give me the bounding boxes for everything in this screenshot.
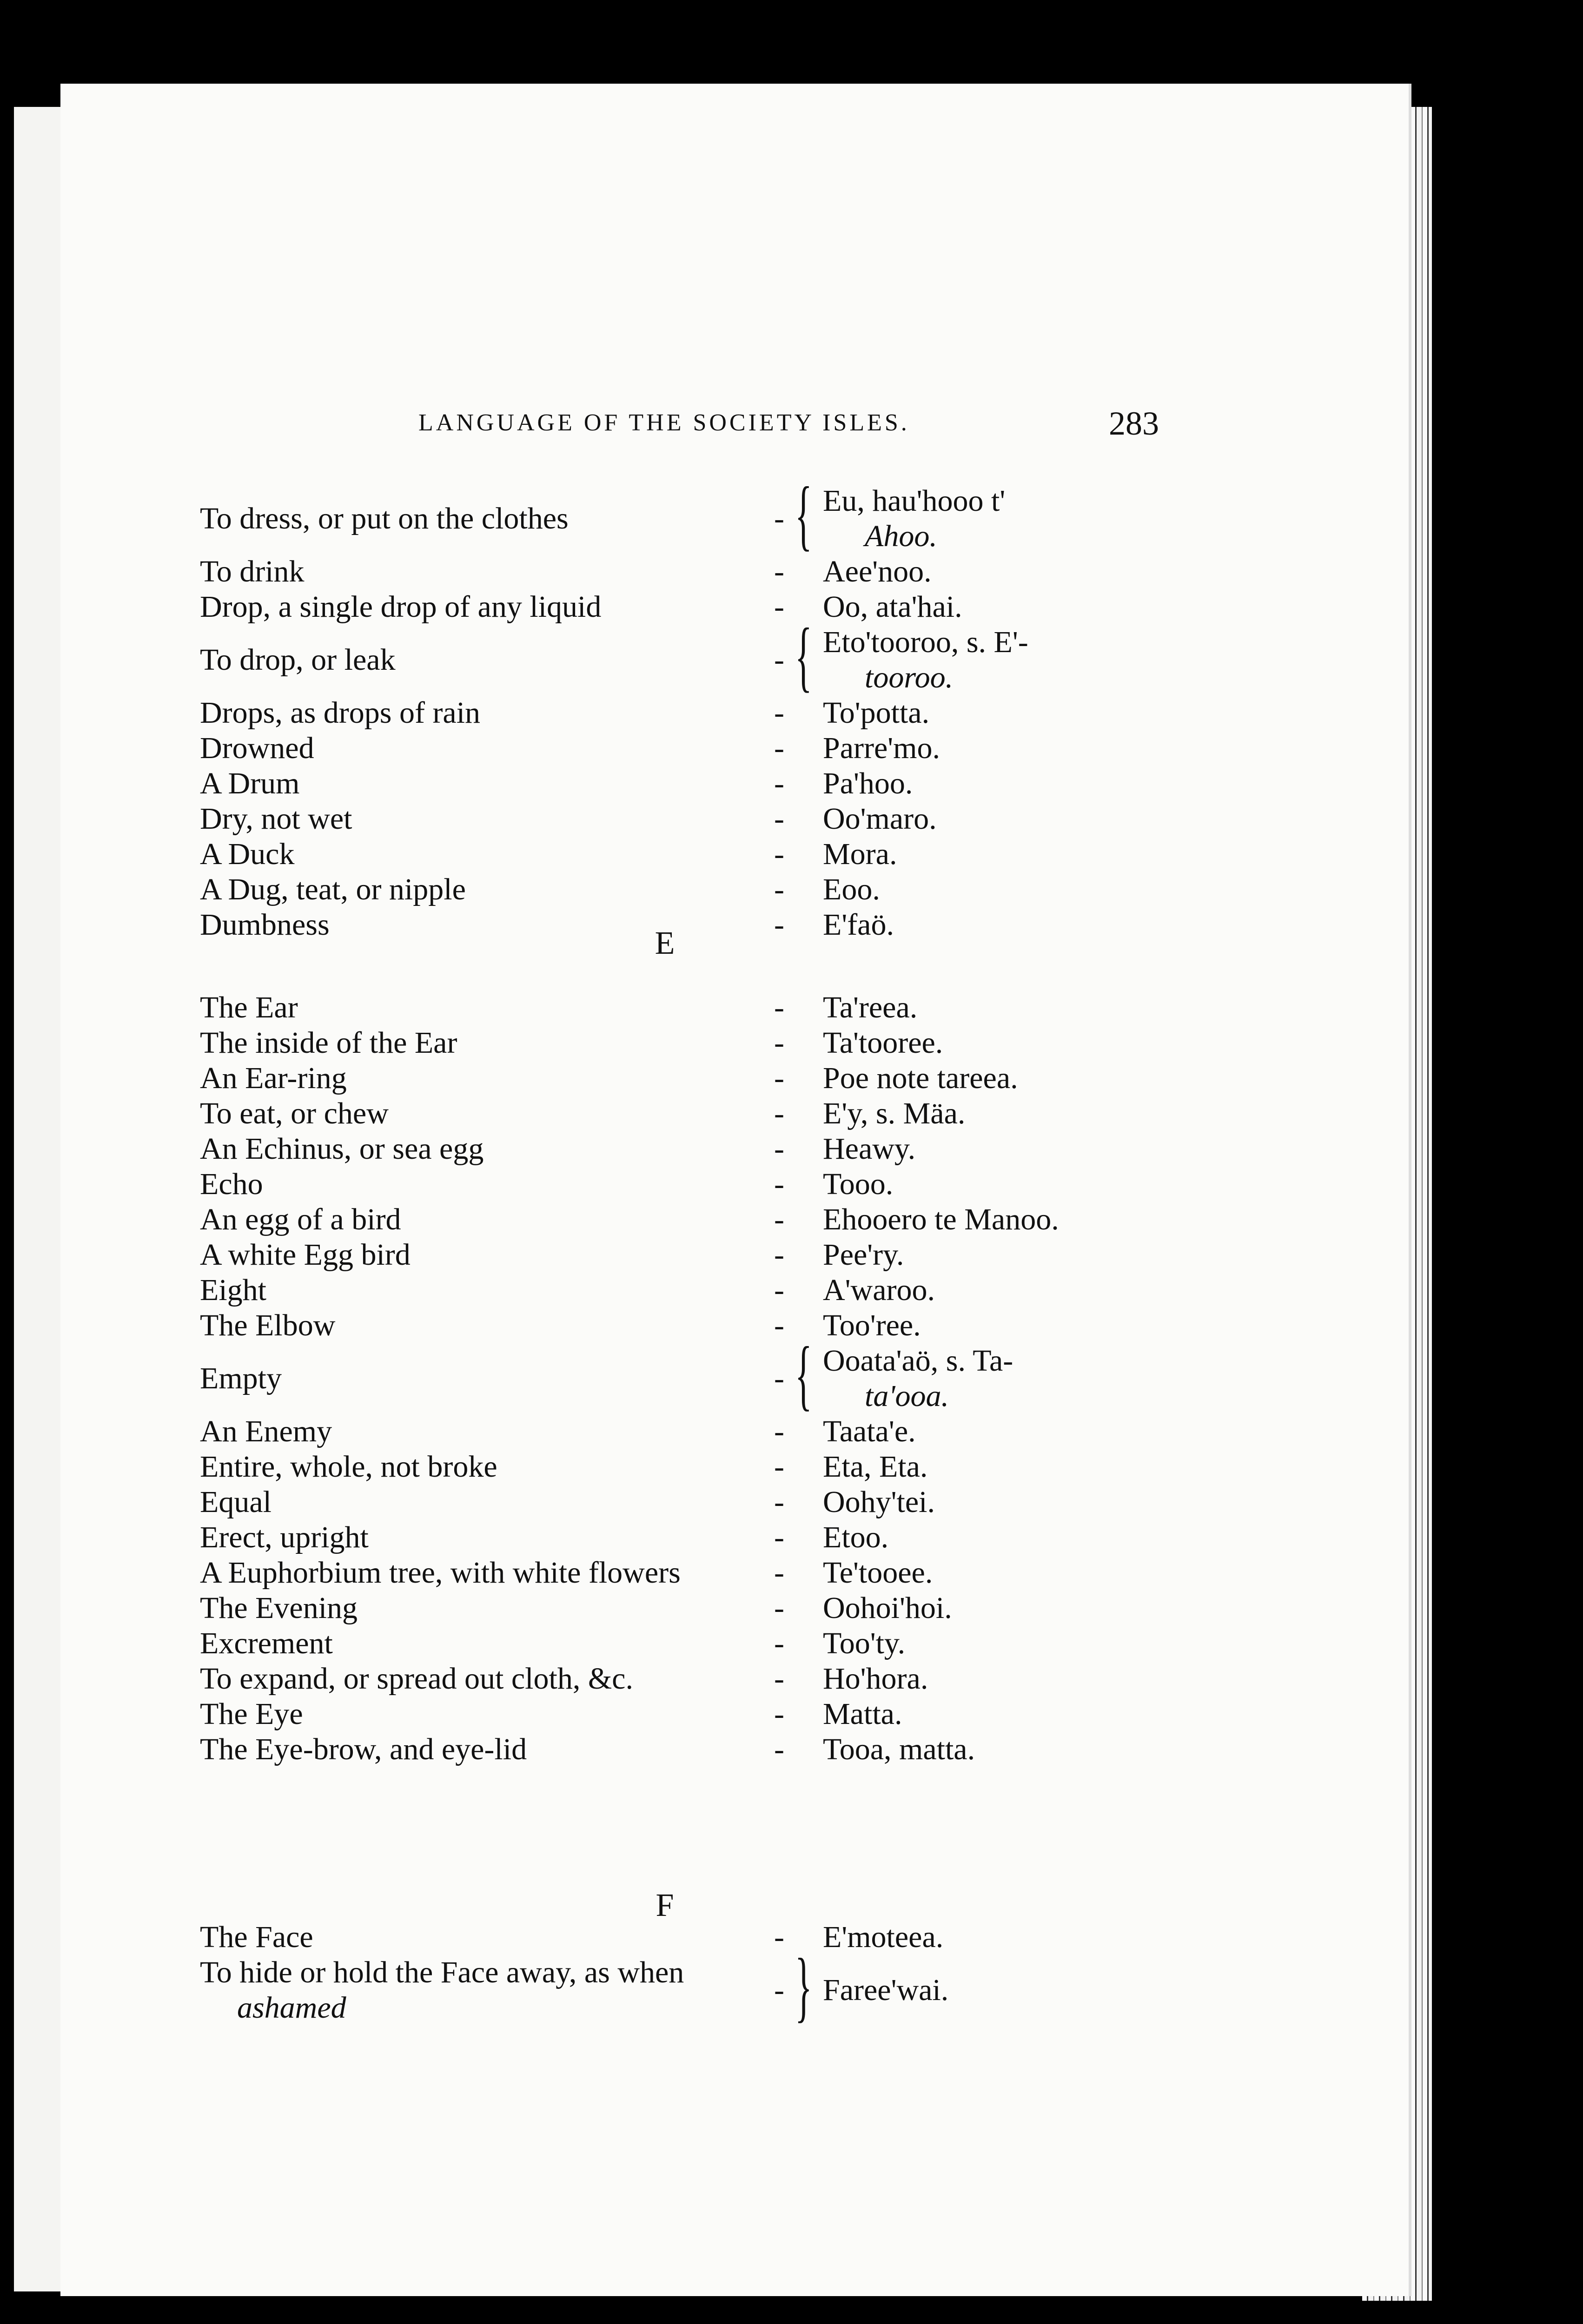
- leader-dash: -: [774, 1096, 784, 1130]
- tahitian-term: Te'tooee.: [823, 1556, 933, 1590]
- english-term: Excrement: [200, 1626, 333, 1660]
- leader-dash: -: [774, 1273, 784, 1307]
- english-term: To hide or hold the Face away, as when: [200, 1955, 684, 1989]
- tahitian-term: Taata'e.: [823, 1414, 916, 1448]
- tahitian-term: Ta'reea.: [823, 990, 918, 1024]
- tahitian-term: Heawy.: [823, 1132, 916, 1166]
- leader-dash: -: [774, 1026, 784, 1060]
- english-term: The Evening: [200, 1591, 358, 1625]
- tahitian-term: Eu, hau'hooo t': [823, 484, 1006, 518]
- english-term: To dress, or put on the clothes: [200, 502, 569, 535]
- tahitian-term-continued: ta'ooa.: [865, 1379, 949, 1413]
- leader-dash: -: [774, 1626, 784, 1660]
- english-term: Echo: [200, 1167, 263, 1201]
- leader-dash: -: [774, 643, 784, 677]
- leader-dash: -: [774, 1556, 784, 1590]
- english-term: Empty: [200, 1361, 282, 1395]
- english-term: To expand, or spread out cloth, &c.: [200, 1662, 633, 1696]
- tahitian-term: Parre'mo.: [823, 731, 940, 765]
- tahitian-term: E'faö.: [823, 908, 894, 942]
- leader-dash: -: [774, 802, 784, 836]
- english-term: Drop, a single drop of any liquid: [200, 590, 602, 624]
- tahitian-term: Eoo.: [823, 872, 880, 906]
- leader-dash: -: [774, 1520, 784, 1554]
- leader-dash: -: [774, 1450, 784, 1484]
- tahitian-term: Ta'tooree.: [823, 1026, 943, 1060]
- leader-dash: -: [774, 1132, 784, 1166]
- english-term: An Ear-ring: [200, 1061, 347, 1095]
- english-term: Dumbness: [200, 908, 330, 942]
- english-term: A Drum: [200, 766, 300, 800]
- tahitian-term: Oohy'tei.: [823, 1485, 935, 1519]
- brace: {: [795, 471, 812, 558]
- brace: {: [795, 612, 812, 700]
- brace: }: [795, 1942, 812, 2030]
- tahitian-term: Eta, Eta.: [823, 1450, 928, 1484]
- leader-dash: -: [774, 1662, 784, 1696]
- tahitian-term-continued: tooroo.: [865, 660, 954, 694]
- tahitian-term: A'waroo.: [823, 1273, 935, 1307]
- tahitian-term: Oohoi'hoi.: [823, 1591, 952, 1625]
- tahitian-term: Aee'noo.: [823, 555, 932, 588]
- english-term: A Duck: [200, 837, 295, 871]
- english-term: An egg of a bird: [200, 1202, 401, 1236]
- leader-dash: -: [774, 590, 784, 624]
- leader-dash: -: [774, 1361, 784, 1395]
- english-term: Entire, whole, not broke: [200, 1450, 497, 1484]
- leader-dash: -: [774, 1202, 784, 1236]
- leader-dash: -: [774, 1308, 784, 1342]
- tahitian-term: Pa'hoo.: [823, 766, 913, 800]
- english-term: To drop, or leak: [200, 643, 396, 677]
- section-letter-e: E: [655, 925, 675, 961]
- english-term: An Enemy: [200, 1414, 332, 1448]
- english-term: Drops, as drops of rain: [200, 696, 481, 730]
- english-term: Equal: [200, 1485, 272, 1519]
- leader-dash: -: [774, 555, 784, 588]
- leader-dash: -: [774, 502, 784, 535]
- tahitian-term: Poe note tareea.: [823, 1061, 1018, 1095]
- tahitian-term: Eto'tooroo, s. E'-: [823, 625, 1028, 659]
- tahitian-term: To'potta.: [823, 696, 930, 730]
- tahitian-term: Oo'maro.: [823, 802, 937, 836]
- leader-dash: -: [774, 1732, 784, 1766]
- tahitian-term-continued: Ahoo.: [865, 519, 937, 553]
- english-term: The Elbow: [200, 1308, 336, 1342]
- leader-dash: -: [774, 766, 784, 800]
- english-term: Dry, not wet: [200, 802, 352, 836]
- tahitian-term: E'moteea.: [823, 1920, 944, 1954]
- tahitian-term: Etoo.: [823, 1520, 889, 1554]
- leader-dash: -: [774, 990, 784, 1024]
- leader-dash: -: [774, 1591, 784, 1625]
- brace: {: [795, 1331, 812, 1418]
- book-page: [60, 84, 1409, 2296]
- tahitian-term: Pee'ry.: [823, 1238, 904, 1272]
- english-term: Erect, upright: [200, 1520, 369, 1554]
- tahitian-term: Faree'wai.: [823, 1973, 949, 2007]
- tahitian-term: Oo, ata'hai.: [823, 590, 962, 624]
- english-term: A Euphorbium tree, with white flowers: [200, 1556, 681, 1590]
- tahitian-term: Matta.: [823, 1697, 902, 1731]
- leader-dash: -: [774, 1697, 784, 1731]
- tahitian-term: Too'ty.: [823, 1626, 906, 1660]
- tahitian-term: Tooo.: [823, 1167, 894, 1201]
- tahitian-term: E'y, s. Mäa.: [823, 1096, 966, 1130]
- leader-dash: -: [774, 696, 784, 730]
- english-term: An Echinus, or sea egg: [200, 1132, 484, 1166]
- tahitian-term: Tooa, matta.: [823, 1732, 975, 1766]
- english-term-continued: ashamed: [237, 1991, 346, 2025]
- tahitian-term: Mora.: [823, 837, 897, 871]
- leader-dash: -: [774, 837, 784, 871]
- leader-dash: -: [774, 1061, 784, 1095]
- tahitian-term: Ehooero te Manoo.: [823, 1202, 1059, 1236]
- leader-dash: -: [774, 908, 784, 942]
- english-term: A Dug, teat, or nipple: [200, 872, 466, 906]
- english-term: The Ear: [200, 990, 298, 1024]
- leader-dash: -: [774, 872, 784, 906]
- leader-dash: -: [774, 1414, 784, 1448]
- leader-dash: -: [774, 1920, 784, 1954]
- running-header: LANGUAGE OF THE SOCIETY ISLES.: [418, 409, 910, 436]
- english-term: The Eye-brow, and eye-lid: [200, 1732, 527, 1766]
- leader-dash: -: [774, 1973, 784, 2007]
- english-term: To drink: [200, 555, 305, 588]
- english-term: Eight: [200, 1273, 266, 1307]
- english-term: Drowned: [200, 731, 314, 765]
- english-term: The Eye: [200, 1697, 303, 1731]
- english-term: A white Egg bird: [200, 1238, 411, 1272]
- leader-dash: -: [774, 1167, 784, 1201]
- leader-dash: -: [774, 1238, 784, 1272]
- leader-dash: -: [774, 731, 784, 765]
- english-term: To eat, or chew: [200, 1096, 389, 1130]
- english-term: The Face: [200, 1920, 313, 1954]
- leader-dash: -: [774, 1485, 784, 1519]
- page-number: 283: [1109, 405, 1159, 442]
- tahitian-term: Ho'hora.: [823, 1662, 928, 1696]
- english-term: The inside of the Ear: [200, 1026, 457, 1060]
- tahitian-term: Ooata'aö, s. Ta-: [823, 1344, 1013, 1378]
- tahitian-term: Too'ree.: [823, 1308, 921, 1342]
- section-letter-f: F: [656, 1888, 674, 1923]
